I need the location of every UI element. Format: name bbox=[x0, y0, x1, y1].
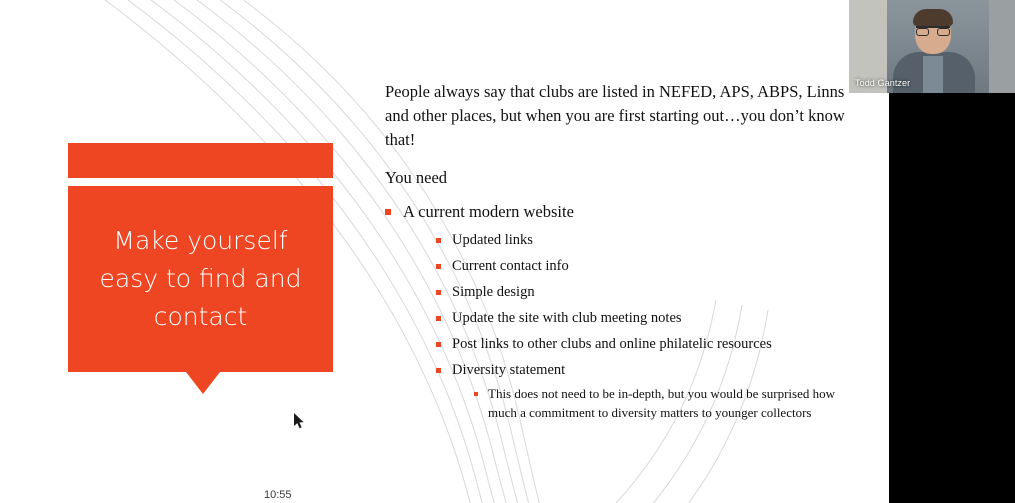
bullet-square-icon bbox=[474, 392, 478, 396]
bullet-label: Update the site with club meeting notes bbox=[452, 310, 682, 326]
list-item bbox=[436, 256, 845, 277]
list-item bbox=[436, 230, 845, 251]
callout-title: Make yourself easy to find and contact bbox=[99, 226, 302, 331]
participant-shirt bbox=[923, 56, 943, 93]
bullet-label: A current modern website bbox=[403, 202, 574, 221]
list-item bbox=[436, 282, 845, 303]
bullet-square-icon bbox=[385, 209, 391, 215]
list-item bbox=[436, 360, 845, 422]
bullet-list-level3 bbox=[452, 385, 845, 422]
callout-tail bbox=[186, 372, 220, 394]
bullet-square-icon bbox=[436, 368, 441, 373]
slide-body bbox=[385, 80, 845, 428]
callout-top-bar bbox=[68, 143, 333, 178]
bullet-label: Updated links bbox=[452, 232, 533, 248]
bullet-label: Post links to other clubs and online philatelic resources bbox=[452, 336, 772, 352]
slide-clock: 10:55 bbox=[264, 489, 292, 501]
intro-paragraph: People always say that clubs are listed in NEFED, APS, ABPS, Linns and other places, but when you are first starting out…you don’t know that! bbox=[385, 82, 845, 149]
video-background-wall-right bbox=[989, 0, 1015, 93]
bullet-square-icon bbox=[436, 264, 441, 269]
bullet-square-icon bbox=[436, 316, 441, 321]
mouse-cursor-icon bbox=[294, 413, 306, 429]
bullet-square-icon bbox=[436, 342, 441, 347]
bullet-label: Diversity statement bbox=[452, 362, 566, 378]
bullet-list-level1 bbox=[385, 200, 845, 422]
bullet-square-icon bbox=[436, 238, 441, 243]
participant-hair bbox=[913, 9, 953, 26]
bullet-label: Current contact info bbox=[452, 258, 569, 274]
participant-name-label: Todd Gantzer bbox=[855, 78, 911, 88]
subheading: You need bbox=[385, 168, 448, 187]
bullet-list-level2 bbox=[403, 230, 845, 422]
list-item bbox=[385, 200, 845, 422]
list-item bbox=[436, 334, 845, 355]
list-item bbox=[474, 385, 845, 422]
list-item bbox=[436, 308, 845, 329]
bullet-label: Simple design bbox=[452, 284, 535, 300]
bullet-label: This does not need to be in-depth, but you would be surprised how much a commitment to diversity matters to younger collectors bbox=[488, 386, 835, 420]
bullet-square-icon bbox=[436, 290, 441, 295]
glasses-icon bbox=[916, 26, 950, 35]
participant-video-tile[interactable] bbox=[849, 0, 1015, 93]
